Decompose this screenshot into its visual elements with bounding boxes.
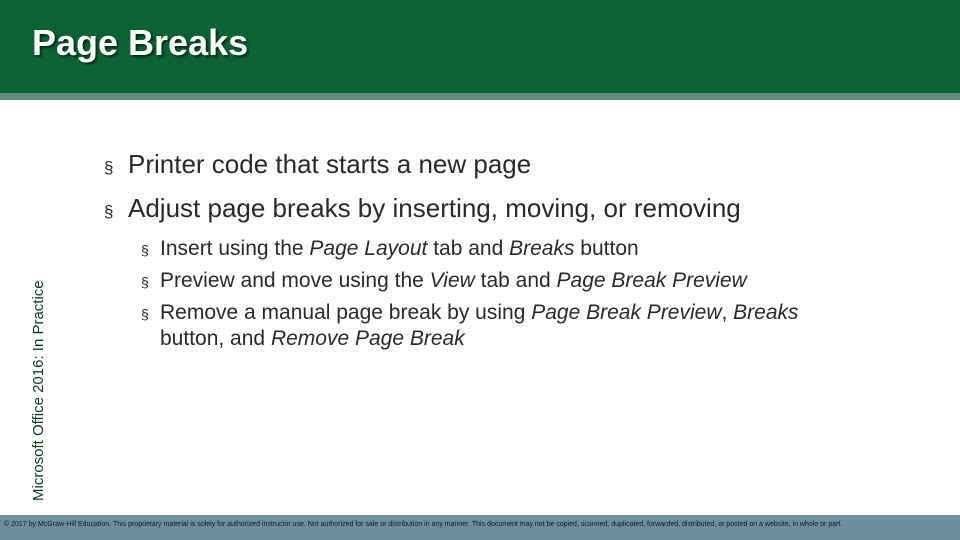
slide-title: Page Breaks [32, 22, 249, 63]
text-run: Preview and move using the [160, 269, 430, 292]
text-run: Remove a manual page break by using [160, 301, 532, 324]
bullet-marker: § [104, 158, 114, 177]
bullet-marker: § [104, 202, 114, 221]
sub-bullet-item [141, 300, 934, 352]
text-run: Insert using the [160, 237, 310, 260]
italic-run: Breaks [509, 237, 575, 260]
italic-run: Remove Page Break [270, 327, 465, 350]
sub-bullet-list [141, 236, 934, 352]
side-label: Microsoft Office 2016: In Practice [30, 280, 47, 501]
sub-bullet-text [160, 236, 860, 262]
italic-run: Page Break Preview [556, 269, 747, 292]
title-stripe [0, 93, 960, 100]
bullet-item [104, 144, 934, 188]
bullet-text: Adjust page breaks by inserting, moving, or removing [128, 193, 741, 223]
sub-bullet-text [160, 300, 860, 352]
sub-bullet-item [141, 236, 934, 263]
italic-run: View [429, 269, 475, 292]
footer-bar [0, 515, 960, 540]
text-run: tab and [427, 237, 510, 260]
bullet-item [104, 188, 934, 232]
italic-run: Page Break Preview [531, 301, 722, 324]
bullet-marker: § [141, 274, 149, 290]
copyright-text: © 2017 by McGraw-Hill Education. This proprietary material is solely for authorized instructor use. Not authorized for sale or distribution in any manner. This document may not be copied, scanned, duplicated, forwarded, distributed, or posted on a website, in whole or part. [4, 521, 843, 528]
text-run: , [721, 301, 734, 324]
bullet-marker: § [141, 306, 149, 322]
text-run: button, and [160, 327, 271, 350]
sub-bullet-item [141, 268, 934, 295]
italic-run: Breaks [733, 301, 799, 324]
sub-bullet-text [160, 268, 860, 294]
italic-run: Page Layout [309, 237, 428, 260]
text-run: tab and [474, 269, 557, 292]
text-run: button [574, 237, 639, 260]
slide-content [104, 144, 934, 357]
bullet-marker: § [141, 242, 149, 258]
bullet-text: Printer code that starts a new page [128, 149, 532, 179]
